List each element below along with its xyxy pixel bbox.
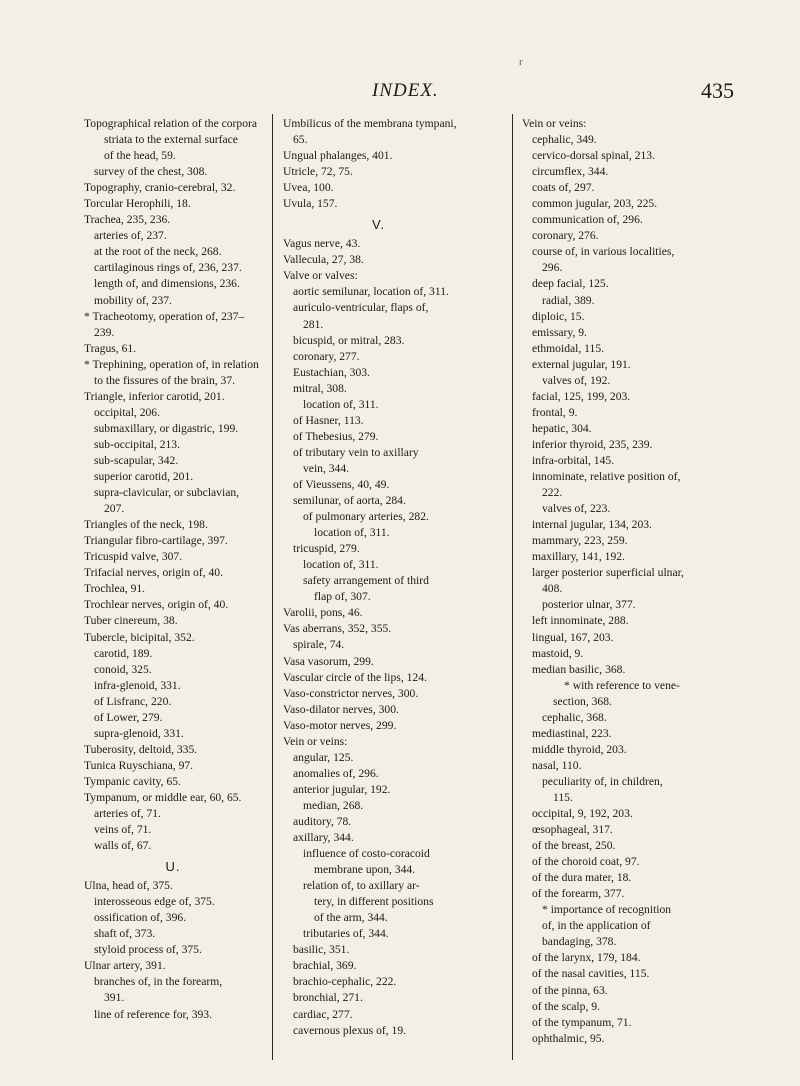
index-entry: innominate, relative position of,: [532, 470, 681, 484]
index-entry: mitral, 308.: [293, 381, 347, 395]
index-entry: relation of, to axillary ar-: [303, 879, 420, 893]
page-number: 435: [701, 78, 734, 103]
index-entry: spirale, 74.: [293, 638, 345, 652]
index-entry: 296.: [542, 261, 563, 275]
index-entry: semilunar, of aorta, 284.: [293, 494, 406, 508]
index-entry: nasal, 110.: [532, 758, 582, 772]
index-entry: 207.: [104, 502, 125, 516]
index-entry: angular, 125.: [293, 750, 354, 764]
index-entry: location of, 311.: [314, 526, 390, 540]
index-entry: Torcular Herophili, 18.: [84, 197, 191, 211]
index-entry: cervico-dorsal spinal, 213.: [532, 149, 655, 163]
index-entry: brachio-cephalic, 222.: [293, 975, 397, 989]
index-entry: Vaso-motor nerves, 299.: [283, 718, 397, 732]
index-entry: location of, 311.: [303, 558, 379, 572]
index-entry: frontal, 9.: [532, 405, 578, 419]
index-entry: basilic, 351.: [293, 943, 350, 957]
index-entry: lingual, 167, 203.: [532, 630, 614, 644]
index-entry: sub-scapular, 342.: [94, 453, 179, 467]
section-letter: V.: [372, 217, 386, 233]
index-entry: coats of, 297.: [532, 181, 595, 195]
index-entry: facial, 125, 199, 203.: [532, 389, 631, 403]
index-entry: peculiarity of, in children,: [542, 774, 663, 788]
index-entry: of Lisfranc, 220.: [94, 694, 172, 708]
index-entry: larger posterior superficial ulnar,: [532, 566, 684, 580]
index-entry: maxillary, 141, 192.: [532, 550, 625, 564]
index-entry: arteries of, 71.: [94, 807, 161, 821]
index-entry: of pulmonary arteries, 282.: [303, 510, 429, 524]
index-entry: Eustachian, 303.: [293, 365, 370, 379]
index-entry: Vallecula, 27, 38.: [283, 253, 364, 267]
index-entry: Utricle, 72, 75.: [283, 165, 353, 179]
index-entry: Tricuspid valve, 307.: [84, 550, 183, 564]
index-entry: middle thyroid, 203.: [532, 742, 627, 756]
index-entry: sub-occipital, 213.: [94, 437, 180, 451]
index-entry: Tympanic cavity, 65.: [84, 774, 181, 788]
index-entry: vein, 344.: [303, 461, 350, 475]
index-entry: median basilic, 368.: [532, 662, 626, 676]
index-entry: Topographical relation of the corpora: [84, 117, 258, 130]
index-entry: Topography, cranio-cerebral, 32.: [84, 181, 236, 195]
index-entry: flap of, 307.: [314, 590, 371, 604]
index-entry: Valve or valves:: [283, 269, 358, 283]
index-entry: occipital, 9, 192, 203.: [532, 807, 633, 821]
index-entry: Vaso-dilator nerves, 300.: [283, 702, 399, 716]
index-entry: Vascular circle of the lips, 124.: [283, 670, 427, 684]
index-entry: Tuber cinereum, 38.: [84, 614, 178, 628]
index-entry: cephalic, 368.: [542, 710, 607, 724]
index-entry: Ulna, head of, 375.: [84, 879, 173, 893]
index-entry: circumflex, 344.: [532, 165, 609, 179]
index-entry: 65.: [293, 133, 308, 147]
index-entry: Tragus, 61.: [84, 341, 137, 355]
index-entry: Trochlea, 91.: [84, 582, 146, 596]
index-entry: veins of, 71.: [94, 823, 152, 837]
header-mark: r: [519, 56, 523, 68]
index-entry: of the breast, 250.: [532, 839, 616, 853]
index-entry: supra-glenoid, 331.: [94, 726, 184, 740]
index-entry: of the choroid coat, 97.: [532, 855, 640, 869]
index-entry: diploic, 15.: [532, 309, 585, 323]
index-entry: coronary, 277.: [293, 349, 360, 363]
index-entry: 239.: [94, 325, 115, 339]
index-entry: Vagus nerve, 43.: [283, 237, 361, 251]
column-divider: [512, 114, 513, 1060]
index-entry: of the scalp, 9.: [532, 999, 600, 1013]
index-entry: superior carotid, 201.: [94, 470, 194, 484]
index-entry: tery, in different positions: [314, 895, 434, 909]
index-entry: conoid, 325.: [94, 662, 152, 676]
index-entry: * Tracheotomy, operation of, 237–: [84, 309, 245, 323]
index-entry: Vasa vasorum, 299.: [283, 654, 374, 668]
index-entry: submaxillary, or digastric, 199.: [94, 421, 239, 435]
index-entry: anomalies of, 296.: [293, 766, 379, 780]
index-entry: shaft of, 373.: [94, 927, 156, 941]
index-entry: carotid, 189.: [94, 646, 153, 660]
index-entry: section, 368.: [553, 694, 612, 708]
index-entry: location of, 311.: [303, 397, 379, 411]
index-entry: infra-orbital, 145.: [532, 453, 615, 467]
index-entry: at the root of the neck, 268.: [94, 245, 222, 259]
index-entry: Ungual phalanges, 401.: [283, 149, 393, 163]
index-entry: bronchial, 271.: [293, 991, 363, 1005]
index-entry: of the tympanum, 71.: [532, 1015, 632, 1029]
index-entry: survey of the chest, 308.: [94, 165, 208, 179]
index-entry: 222.: [542, 486, 563, 500]
index-entry: coronary, 276.: [532, 229, 599, 243]
index-entry: of the dura mater, 18.: [532, 871, 632, 885]
index-entry: posterior ulnar, 377.: [542, 598, 636, 612]
index-entry: inferior thyroid, 235, 239.: [532, 437, 653, 451]
index-entry: occipital, 206.: [94, 405, 161, 419]
index-entry: length of, and dimensions, 236.: [94, 277, 240, 291]
index-entry: influence of costo-coracoid: [303, 847, 430, 861]
section-letter: U.: [165, 859, 181, 875]
index-entry: striata to the external surface: [104, 133, 238, 147]
index-entry: tributaries of, 344.: [303, 927, 389, 941]
index-entry: membrane upon, 344.: [314, 863, 416, 877]
index-entry: of the arm, 344.: [314, 911, 388, 925]
index-entry: mastoid, 9.: [532, 646, 584, 660]
index-column-1: [84, 116, 262, 1023]
index-entry: left innominate, 288.: [532, 614, 629, 628]
index-entry: of Vieussens, 40, 49.: [293, 477, 390, 491]
index-entry: external jugular, 191.: [532, 357, 631, 371]
index-entry: arteries of, 237.: [94, 229, 167, 243]
index-entry: communication of, 296.: [532, 213, 643, 227]
running-head: INDEX.: [372, 80, 439, 101]
index-entry: Uvea, 100.: [283, 181, 334, 195]
index-entry: Umbilicus of the membrana tympani,: [283, 117, 457, 130]
index-entry: Tubercle, bicipital, 352.: [84, 630, 195, 644]
index-entry: auditory, 78.: [293, 814, 352, 828]
index-entry: bicuspid, or mitral, 283.: [293, 333, 405, 347]
index-entry: Trochlear nerves, origin of, 40.: [84, 598, 229, 612]
index-entry: * Trephining, operation of, in relation: [84, 357, 259, 371]
index-entry: Triangles of the neck, 198.: [84, 518, 208, 532]
index-entry: tricuspid, 279.: [293, 542, 360, 556]
index-entry: supra-clavicular, or subclavian,: [94, 486, 240, 500]
index-entry: infra-glenoid, 331.: [94, 678, 181, 692]
index-entry: Vaso-constrictor nerves, 300.: [283, 686, 419, 700]
index-entry: Uvula, 157.: [283, 197, 338, 211]
index-column-3: [522, 116, 732, 1047]
index-entry: line of reference for, 393.: [94, 1007, 212, 1021]
index-entry: of the head, 59.: [104, 149, 176, 163]
index-entry: ethmoidal, 115.: [532, 341, 605, 355]
index-entry: of Thebesius, 279.: [293, 429, 379, 443]
index-entry: Vein or veins:: [522, 117, 587, 130]
index-entry: Triangle, inferior carotid, 201.: [84, 389, 225, 403]
index-entry: Ulnar artery, 391.: [84, 959, 166, 973]
index-entry: Vein or veins:: [283, 734, 348, 748]
index-entry: hepatic, 304.: [532, 421, 592, 435]
index-column-2: [283, 116, 501, 1039]
index-entry: * with reference to vene-: [564, 678, 680, 692]
index-entry: aortic semilunar, location of, 311.: [293, 285, 449, 299]
index-entry: ophthalmic, 95.: [532, 1031, 605, 1045]
index-entry: of the pinna, 63.: [532, 983, 608, 997]
index-entry: median, 268.: [303, 798, 364, 812]
index-entry: Trifacial nerves, origin of, 40.: [84, 566, 223, 580]
index-entry: to the fissures of the brain, 37.: [94, 373, 236, 387]
index-entry: safety arrangement of third: [303, 574, 429, 588]
index-entry: mobility of, 237.: [94, 293, 172, 307]
index-entry: of, in the application of: [542, 919, 651, 933]
index-entry: of Hasner, 113.: [293, 413, 364, 427]
index-entry: Tuberosity, deltoid, 335.: [84, 742, 198, 756]
index-entry: cartilaginous rings of, 236, 237.: [94, 261, 242, 275]
index-entry: œsophageal, 317.: [532, 823, 613, 837]
index-entry: course of, in various localities,: [532, 245, 675, 259]
index-entry: valves of, 223.: [542, 502, 611, 516]
index-entry: cardiac, 277.: [293, 1007, 353, 1021]
index-entry: of Lower, 279.: [94, 710, 163, 724]
index-entry: branches of, in the forearm,: [94, 975, 223, 989]
index-entry: emissary, 9.: [532, 325, 587, 339]
index-entry: of the forearm, 377.: [532, 887, 625, 901]
index-entry: Trachea, 235, 236.: [84, 213, 171, 227]
index-entry: styloid process of, 375.: [94, 943, 202, 957]
index-entry: cephalic, 349.: [532, 133, 597, 147]
index-entry: 408.: [542, 582, 563, 596]
index-entry: Tunica Ruyschiana, 97.: [84, 758, 194, 772]
column-divider: [272, 114, 273, 1060]
index-entry: * importance of recognition: [542, 903, 672, 917]
index-entry: valves of, 192.: [542, 373, 611, 387]
index-entry: of the nasal cavities, 115.: [532, 967, 650, 981]
index-entry: radial, 389.: [542, 293, 595, 307]
index-entry: mediastinal, 223.: [532, 726, 612, 740]
index-entry: Varolii, pons, 46.: [283, 606, 363, 620]
index-entry: cavernous plexus of, 19.: [293, 1023, 407, 1037]
index-entry: common jugular, 203, 225.: [532, 197, 658, 211]
index-entry: anterior jugular, 192.: [293, 782, 391, 796]
index-entry: ossification of, 396.: [94, 911, 187, 925]
index-entry: internal jugular, 134, 203.: [532, 518, 652, 532]
index-entry: mammary, 223, 259.: [532, 534, 628, 548]
index-entry: bandaging, 378.: [542, 935, 617, 949]
index-entry: 115.: [553, 790, 573, 804]
index-entry: auriculo-ventricular, flaps of,: [293, 301, 429, 315]
index-entry: of the larynx, 179, 184.: [532, 951, 641, 965]
index-entry: axillary, 344.: [293, 831, 354, 845]
index-entry: brachial, 369.: [293, 959, 357, 973]
index-entry: Tympanum, or middle ear, 60, 65.: [84, 790, 242, 804]
index-entry: Vas aberrans, 352, 355.: [283, 622, 392, 636]
index-entry: deep facial, 125.: [532, 277, 609, 291]
index-entry: interosseous edge of, 375.: [94, 895, 215, 909]
index-entry: 391.: [104, 991, 125, 1005]
index-entry: of tributary vein to axillary: [293, 445, 419, 459]
index-entry: Triangular fibro-cartilage, 397.: [84, 534, 228, 548]
index-entry: 281.: [303, 317, 324, 331]
index-entry: walls of, 67.: [94, 839, 152, 853]
